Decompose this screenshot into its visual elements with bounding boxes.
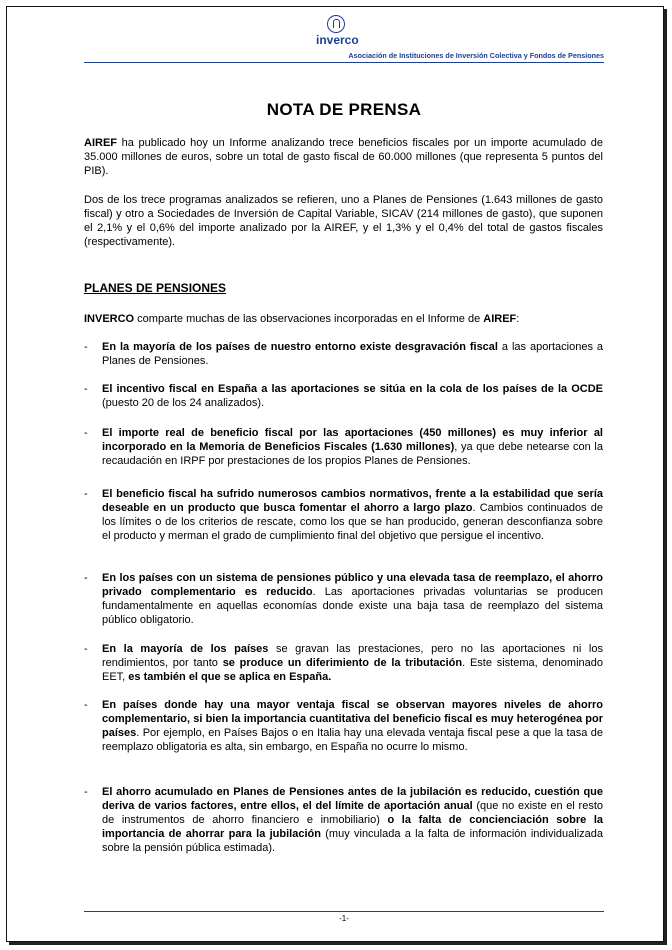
item-bold: El beneficio fiscal ha sufrido numerosos cambios normativos, frente a la estabilidad que sería deseable en un producto que busca fomentar el ahorro a largo plazo: [102, 488, 603, 514]
list-dash: -: [84, 341, 88, 353]
list-item: [102, 785, 603, 855]
page-number: -1-: [339, 914, 349, 923]
item-text: , ya que debe netearse con la recaudación en IRPF por prestaciones de los propios Planes de Pensiones.: [102, 441, 603, 467]
inverco-logo: [316, 15, 359, 47]
lead-bold-1: INVERCO: [84, 313, 135, 325]
item-bold: El ahorro acumulado en Planes de Pensiones antes de la jubilación es reducido, cuestión que deriva de varios factores, entre ellos, el del límite de aportación anual: [102, 786, 603, 812]
item-text: se gravan las prestaciones, pero no las aportaciones ni los rendimientos, por tanto: [102, 643, 603, 669]
logo-mark-icon: [327, 15, 345, 33]
intro-paragraph-1: [84, 136, 603, 178]
item-text: . Cambios continuados de los límites o de los criterios de rescate, como los que se han producido, generan desconfianza sobre el producto y merman el grado de cumplimiento final del objetivo que persigue el incentivo.: [102, 502, 604, 542]
item-bold: se produce un diferimiento de la tributación: [222, 657, 463, 669]
list-dash: -: [84, 643, 88, 655]
list-item: [102, 642, 603, 684]
association-name: Asociación de Instituciones de Inversión Colectiva y Fondos de Pensiones: [348, 51, 604, 60]
item-text: (que no existe en el resto de instrumentos de ahorro financiero e inmobiliario): [102, 800, 603, 826]
page-title: NOTA DE PRENSA: [266, 100, 422, 119]
list-dash: -: [84, 488, 88, 500]
item-bold: En la mayoría de los países: [102, 643, 269, 655]
item-bold: o la falta de concienciación sobre la importancia de ahorrar para la jubilación: [102, 814, 603, 840]
item-text: (puesto 20 de los 24 analizados).: [102, 397, 265, 409]
list-item: [102, 698, 603, 754]
intro-text: ha publicado hoy un Informe analizando trece beneficios fiscales por un importe acumulado de 35.000 millones de euros, sobre un total de gasto fiscal de 60.000 millones (que representa 5 puntos del PIB).: [84, 137, 603, 177]
intro-paragraph-2: Dos de los trece programas analizados se refieren, uno a Planes de Pensiones (1.643 millones de gasto fiscal) y otro a Sociedades de Inversión de Capital Variable, SICAV (214 millones de gasto), que suponen el 2,1% y el 0,6% del importe analizado por la AIREF, y el 1,3% y el 0,4% del total de gastos fiscales (respectivamente).: [84, 194, 603, 248]
section-lead: [84, 312, 603, 326]
list-item: [102, 571, 603, 627]
item-text: . Las aportaciones privadas voluntarias se producen fundamentalmente en aquellas economías donde existe una baja tasa de reemplazo del sistema público obligatorio.: [102, 586, 603, 626]
header-rule: [84, 62, 604, 63]
item-bold: En los países con un sistema de pensiones público y una elevada tasa de reemplazo, el ahorro privado complementario es reducido: [102, 572, 603, 598]
item-text: . Este sistema, denominado EET,: [102, 657, 603, 683]
intro-bold: AIREF: [84, 137, 117, 149]
list-dash: -: [84, 572, 88, 584]
list-dash: -: [84, 786, 88, 798]
list-item: [102, 487, 603, 543]
item-bold: En países donde hay una mayor ventaja fiscal se observan mayores niveles de ahorro complementario, si bien la importancia cuantitativa del beneficio fiscal es muy heterogénea por países: [102, 699, 603, 739]
section-heading: PLANES DE PENSIONES: [84, 281, 227, 295]
logo-text: inverco: [316, 33, 359, 47]
list-dash: -: [84, 383, 88, 395]
list-item: [102, 340, 603, 368]
lead-text-1: comparte muchas de las observaciones incorporadas en el Informe de: [134, 313, 484, 325]
item-bold: El incentivo fiscal en España a las aportaciones se sitúa en la cola de los países de la OCDE: [102, 383, 603, 395]
item-text: . Por ejemplo, en Países Bajos o en Italia hay una elevada ventaja fiscal pese a que la tasa de reemplazo obligatoria es alta, sin embargo, en España no ocurre lo mismo.: [102, 727, 603, 753]
lead-text-2: :: [516, 313, 520, 325]
item-bold: En la mayoría de los países de nuestro entorno existe desgravación fiscal: [102, 341, 498, 353]
item-text: (muy vinculada a la falta de información individualizada sobre la pensión pública estimada).: [102, 828, 603, 854]
footer-rule: [84, 911, 604, 912]
list-dash: -: [84, 427, 88, 439]
item-text: a las aportaciones a Planes de Pensiones.: [102, 341, 603, 367]
item-bold: es también el que se aplica en España.: [128, 671, 332, 683]
list-item: [102, 382, 603, 410]
item-bold: El importe real de beneficio fiscal por las aportaciones (450 millones) es muy inferior al incorporado en la Memoria de Beneficios Fiscales (1.630 millones): [102, 427, 603, 453]
list-item: [102, 426, 603, 468]
lead-bold-2: AIREF: [483, 313, 517, 325]
list-dash: -: [84, 699, 88, 711]
